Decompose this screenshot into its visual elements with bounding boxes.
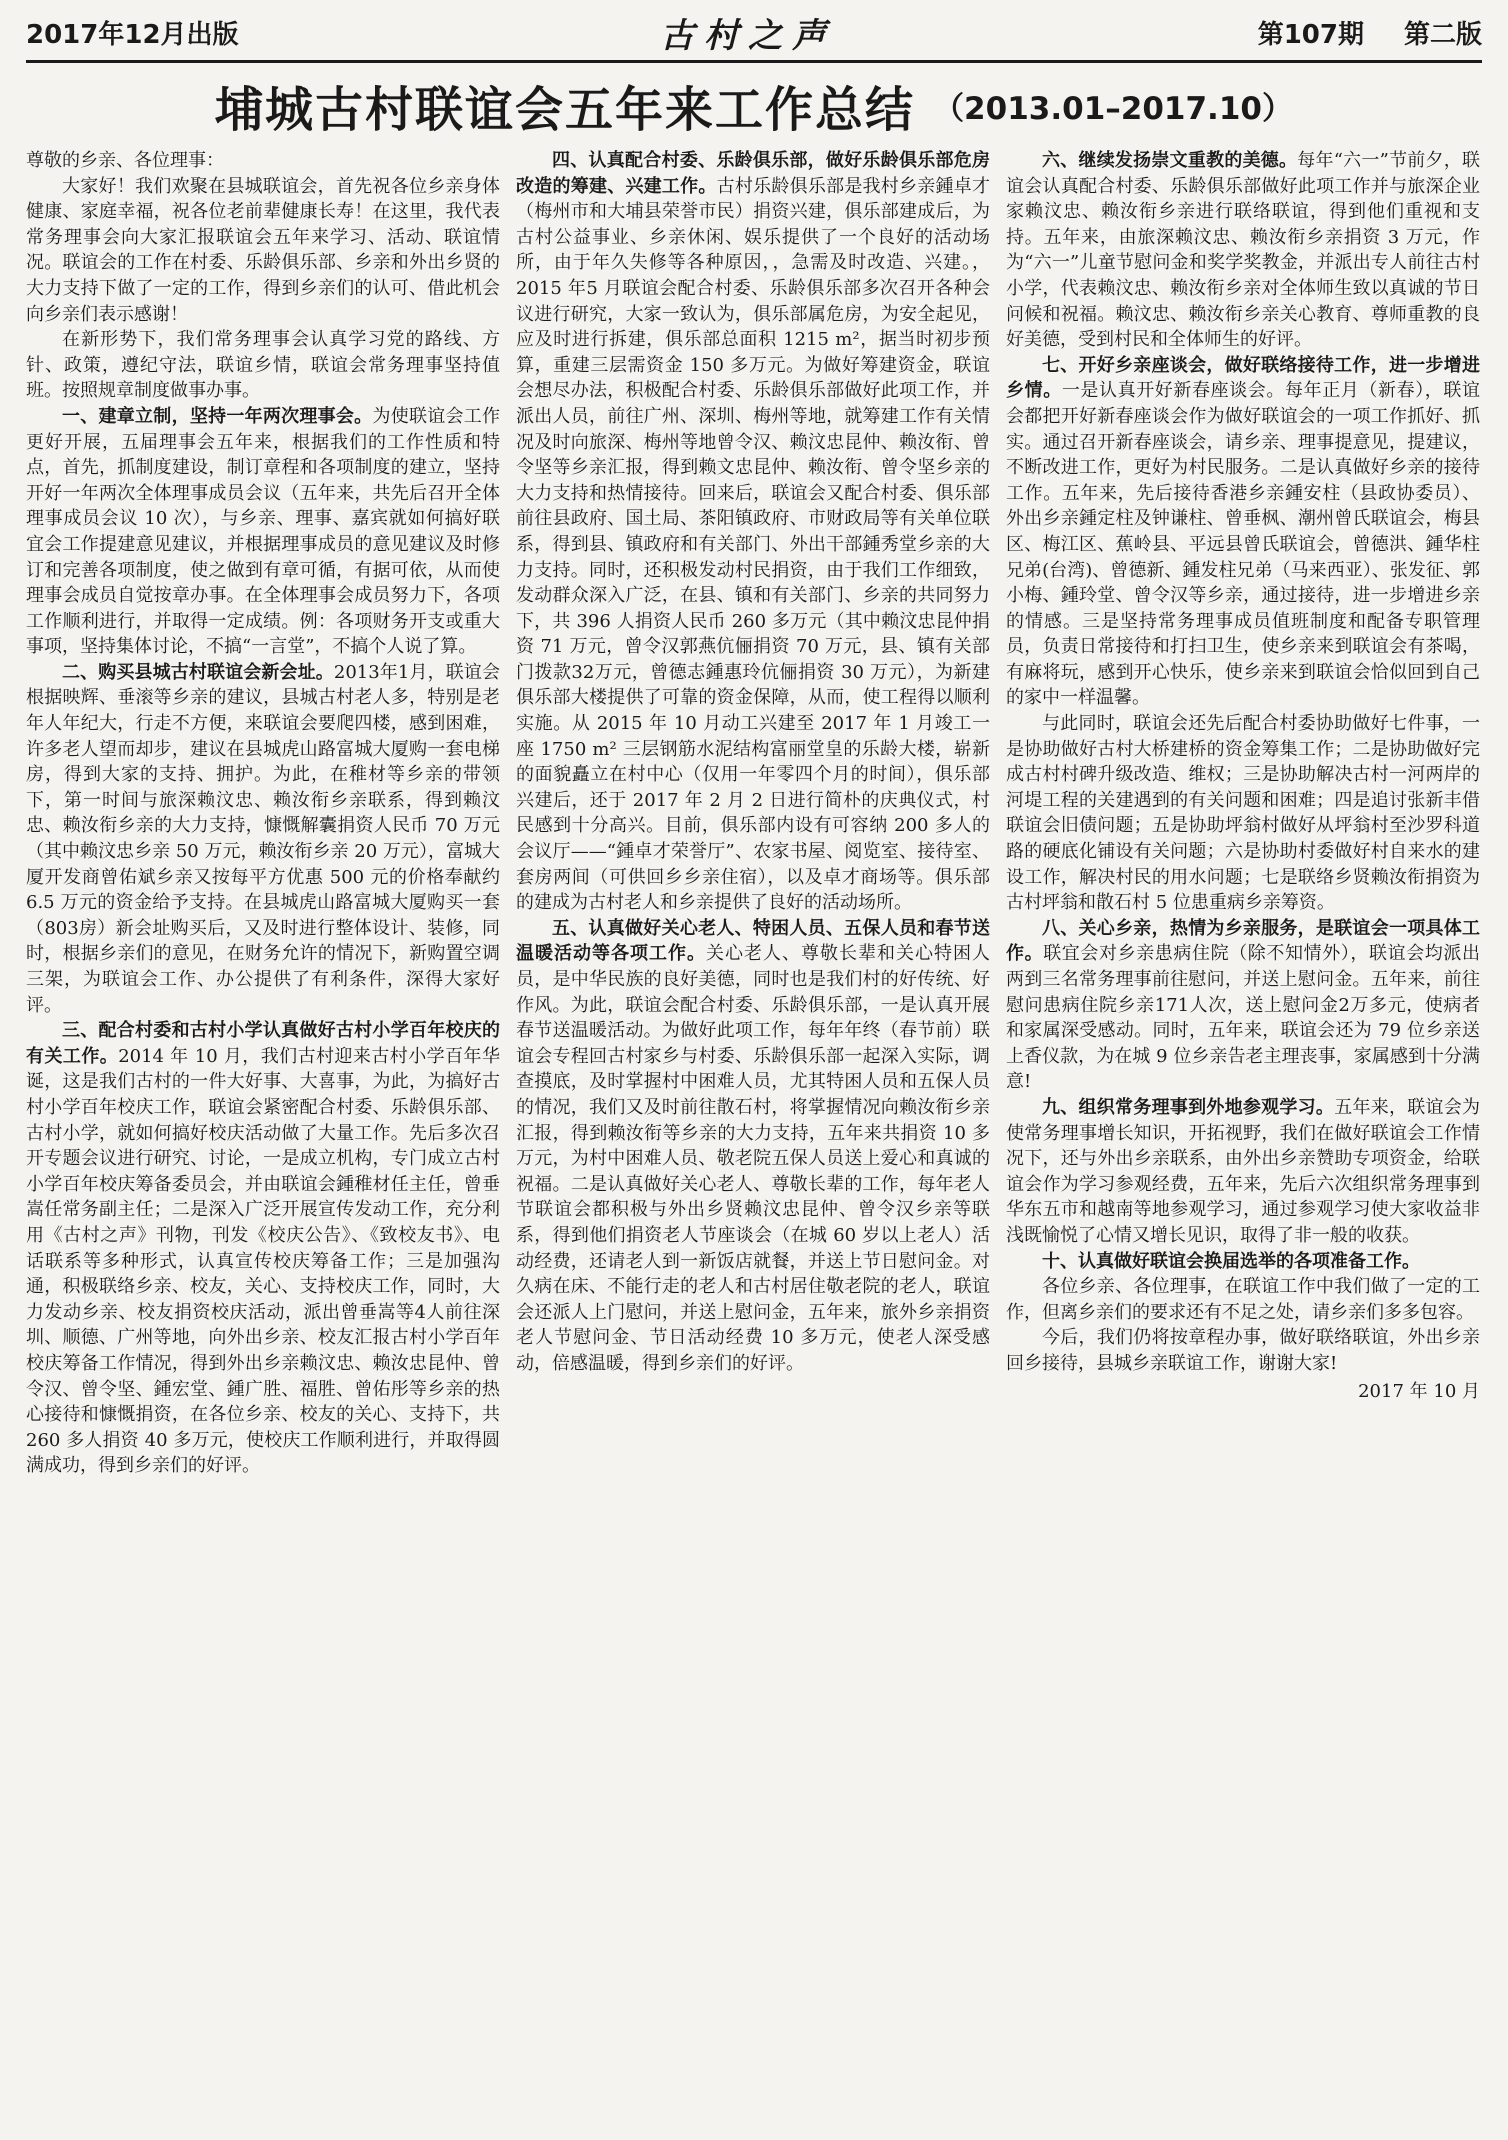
section-text: 关心老人、尊敬长辈和关心特困人员，是中华民族的良好美德，同时也是我们村的好传统、好作风。为此，联谊会配合村委、乐龄俱乐部，一是认真开展春节送温暖活动。为做好此项工作，每年年终（春节前）联谊会专程回古村家乡与村委、乐龄俱乐部一起深入实际，调查摸底，及时掌握村中困难人员，尤其特困人员和五保人员的情况，我们又及时前往散石村，将掌握情况向赖汝衔乡亲汇报，得到赖汝衔等乡亲的大力支持，五年来共捐资 10 多万元，为村中困难人员、敬老院五保人员送上爱心和真诚的祝福。二是认真做好关心老人、尊敬长辈的工作，每年老人节联谊会都积极与外出乡贤赖汶忠昆仲、曾令汉乡亲等联系，得到他们捐资老人节座谈会（在城 60 岁以上老人）活动经费，还请老人到一新饭店就餐，并送上节日慰问金。对久病在床、不能行走的老人和古村居住敬老院的老人，联谊会还派人上门慰问，并送上慰问金，五年来，旅外乡亲捐资老人节慰问金、节日活动经费 10 多万元，使老人深受感动，倍感温暖，得到乡亲们的好评。 [516,943,990,1374]
paper-name: 古村之声 [660,15,837,56]
article-body [26,148,1482,2133]
column-3 [1006,148,1480,2133]
section-text: 2013年1月，联谊会根据映辉、垂滚等乡亲的建议，县城古村老人多，特别是老年人年纪大，行走不方便，来联谊会要爬四楼，感到困难，许多老人望而却步，建议在县城虎山路富城大厦购一套电梯房，得到大家的支持、拥护。为此，在稚材等乡亲的带领下，第一时间与旅深赖汶忠、赖汝衔乡亲联系，得到赖汶忠、赖汝衔乡亲的大力支持，慷慨解囊捐资人民币 70 万元（其中赖汶忠乡亲 50 万元，赖汝衔乡亲 20 万元），富城大厦开发商曾佑斌乡亲又按每平方优惠 500 元的价格奉献约 6.5 万元的资金给予支持。在县城虎山路富城大厦购买一套（803房）新会址购买后，又及时进行整体设计、装修，同时，根据乡亲们的意见，在财务允许的情况下，新购置空调三架，为联谊会工作、办公提供了有利条件，深得大家好评。 [26,661,500,1016]
section-1 [26,404,500,660]
section-9 [1006,1095,1480,1249]
section-heading: 三、配合村委和古村小学认真做好古村小学百年校庆的有关工作。 [26,1020,500,1067]
section-heading: 七、开好乡亲座谈会，做好联络接待工作，进一步增进乡情。 [1006,354,1480,402]
masthead [26,4,1482,63]
section-text: 古村乐龄俱乐部是我村乡亲鍾卓才（梅州市和大埔县荣誉市民）捐资兴建，俱乐部建成后，为古村公益事业、乡亲休闲、娱乐提供了一个良好的活动场所，由于年久失修等各种原因，，急需及时改造、兴建。，2015 年5 月联谊会配合村委、乐龄俱乐部多次召开各种会议进行研究，大家一致认为，俱乐部属危房，为安全起见，应及时进行拆建，俱乐部总面积 1215 m²，据当时初步预算，重建三层需资金 150 多万元。为做好筹建资金，联谊会想尽办法，积极配合村委、乐龄俱乐部做好此项工作，并派出人员，前往广州、深圳、梅州等地，就筹建工作有关情况及时向旅深、梅州等地曾令汉、赖汶忠昆仲、赖汝衔、曾令坚等乡亲汇报，得到赖文忠昆仲、赖汝衔、曾令坚乡亲的大力支持和热情接待。回来后，联谊会又配合村委、俱乐部前往县政府、国土局、茶阳镇政府、市财政局等有关单位联系，得到县、镇政府和有关部门、外出干部鍾秀堂乡亲的大力支持。同时，还积极发动村民捐资，由于我们工作细致，发动群众深入广泛，在县、镇和有关部门、乡亲的共同努力下，共 396 人捐资人民币 260 多万元（其中赖汶忠昆仲捐资 71 万元，曾令汉郭燕伉俪捐资 70 万元，县、镇有关部门拨款32万元，曾德志鍾惠玲伉俪捐资 30 万元），为新建俱乐部大楼提供了可靠的资金保障，从而，使工程得以顺利实施。从 2015 年 10 月动工兴建至 2017 年 1 月竣工一座 1750 m² 三层钢筋水泥结构富丽堂皇的乐龄大楼，崭新的面貌矗立在村中心（仅用一年零四个月的时间），俱乐部兴建后，还于 2017 年 2 月 2 日进行简朴的庆典仪式，村民感到十分高兴。目前，俱乐部内设有可容纳 200 多人的会议厅——“鍾卓才荣誉厅”、农家书屋、阅览室、接待室、套房两间（可供回乡乡亲住宿），以及卓才商场等。俱乐部的建成为古村老人和乡亲提供了良好的活动场所。 [516,175,990,914]
paragraph: 今后，我们仍将按章程办事，做好联络联谊，外出乡亲回乡接待，县城乡亲联谊工作，谢谢大家! [1006,1327,1480,1374]
section-heading: 六、继续发扬崇文重教的美德。 [1042,150,1298,171]
headline-period: （2013.01–2017.10） [933,90,1293,127]
paragraph: 各位乡亲、各位理事，在联谊工作中我们做了一定的工作，但离乡亲们的要求还有不足之处，请乡亲们多多包容。 [1006,1276,1480,1323]
section-text: 一是认真开好新春座谈会。每年正月（新春），联谊会都把开好新春座谈会作为做好联谊会的一项工作抓好、抓实。通过召开新春座谈会，请乡亲、理事提意见，提建议，不断改进工作，更好为村民服务。二是认真做好乡亲的接待工作。五年来，先后接待香港乡亲鍾安柱（县政协委员）、外出乡亲鍾定柱及钟谦柱、曾垂枫、潮州曾氏联谊会，梅县区、梅江区、蕉岭县、平远县曾氏联谊会，曾德洪、鍾华柱兄弟(台湾)、曾德新、鍾发柱兄弟（马来西亚）、张发征、郭小梅、鍾玲堂、曾令汉等乡亲，通过接待，进一步增进乡亲的情感。三是坚持常务理事成员值班制度和配备专职管理员，负责日常接待和打扫卫生，使乡亲来到联谊会有茶喝，有麻将玩，感到开心快乐，使乡亲来到联谊会恰似回到自己的家中一样温馨。 [1006,380,1480,709]
section-7 [1006,353,1480,711]
greeting: 尊敬的乡亲、各位理事： [26,150,224,171]
section-text: 每年“六一”节前夕，联谊会认真配合村委、乐龄俱乐部做好此项工作并与旅深企业家赖汶忠、赖汝衔乡亲进行联络联谊，得到他们重视和支持。五年来，由旅深赖汶忠、赖汝衔乡亲捐资 3 万元，作为“六一”儿童节慰问金和奖学奖教金，并派出专人前往古村小学，代表赖汶忠、赖汝衔乡亲对全体师生致以真诚的节日问候和祝福。赖汶忠、赖汝衔乡亲关心教育、尊师重教的良好美德，受到村民和全体师生的好评。 [1006,150,1480,351]
column-1 [26,148,500,2133]
issue-date: 2017年12月出版 [26,19,239,50]
section-5 [516,916,990,1377]
paragraph: 大家好！我们欢聚在县城联谊会，首先祝各位乡亲身体健康、家庭幸福，祝各位老前辈健康长寿！在这里，我代表常务理事会向大家汇报联谊会五年来学习、活动、联谊情况。联谊会的工作在村委、乐龄俱乐部、乡亲和外出乡贤的大力支持下做了一定的工作，得到乡亲们的认可、借此机会向乡亲们表示感谢！ [26,175,500,325]
section-text: 2014 年 10 月，我们古村迎来古村小学百年华诞，这是我们古村的一件大好事、大喜事，为此，为搞好古村小学百年校庆工作，联谊会紧密配合村委、乐龄俱乐部、古村小学，就如何搞好校庆活动做了大量工作。先后多次召开专题会议进行研究、讨论，一是成立机构，专门成立古村小学百年校庆筹备委员会，并由联谊会鍾稚材任主任，曾垂嵩任常务副主任；二是深入广泛开展宣传发动工作，充分利用《古村之声》刊物，刊发《校庆公告》、《致校友书》、电话联系等多种形式，认真宣传校庆筹备工作；三是加强沟通，积极联络乡亲、校友，关心、支持校庆工作，同时，大力发动乡亲、校友捐资校庆活动，派出曾垂嵩等4人前往深圳、顺德、广州等地，向外出乡亲、校友汇报古村小学百年校庆筹备工作情况，得到外出乡亲赖汶忠、赖汝忠昆仲、曾令汉、曾令坚、鍾宏堂、鍾广胜、福胜、曾佑彤等乡亲的热心接待和慷慨捐资，在各位乡亲、校友的关心、支持下，共 260 多人捐资 40 多万元，使校庆工作顺利进行，并取得圆满成功，得到乡亲们的好评。 [26,1045,500,1477]
headline: 埔城古村联谊会五年来工作总结 [215,81,916,138]
article-date: 2017 年 10 月 [1358,1380,1480,1402]
section-text: 为使联谊会工作更好开展，五届理事会五年来，根据我们的工作性质和特点，首先，抓制度建设，制订章程和各项制度的建立，坚持开好一年两次全体理事成员会议（五年来，共先后召开全体理事成员会议 10 次），与乡亲、理事、嘉宾就如何搞好联宜会工作提建意见建议，并根据理事成员的意见建议及时修订和完善各项制度，使之做到有章可循，有据可依，从而使理事会成员自觉按章办事。在全体理事会成员努力下，各项工作顺利进行，并取得一定成绩。例：各项财务开支或重大事项，坚持集体讨论，不搞“一言堂”，不搞个人说了算。 [26,405,500,658]
section-heading: 八、关心乡亲，热情为乡亲服务，是联谊会一项具体工作。 [1006,917,1480,965]
section-6 [1006,148,1480,353]
section-heading: 十、认真做好联谊会换届选举的各项准备工作。 [1042,1250,1420,1272]
section-3 [26,1018,500,1479]
section-heading: 一、建章立制，坚持一年两次理事会。 [62,405,373,427]
column-2 [516,148,990,2133]
section-4 [516,148,990,916]
section-2 [26,660,500,1018]
section-heading: 九、组织常务理事到外地参观学习。 [1042,1096,1335,1118]
paragraph: 与此同时，联谊会还先后配合村委协助做好七件事，一是协助做好古村大桥建桥的资金筹集工作；二是协助做好完成古村村碑升级改造、维权；三是协助解决古村一河两岸的河堤工程的关建遇到的有关问题和困难；四是追讨张新丰借联谊会旧债问题；五是协助坪翁村做好从坪翁村至沙罗科道路的硬底化铺设有关问题；六是协助村委做好村自来水的建设工作，解决村民的用水问题；七是联络乡贤赖汝衔捐资为古村坪翁和散石村 5 位患重病乡亲筹资。 [1006,713,1480,914]
section-8 [1006,916,1480,1095]
article-title [26,70,1482,140]
paragraph: 在新形势下，我们常务理事会认真学习党的路线、方针、政策，遵纪守法，联谊乡情，联谊会常务理事坚持值班。按照规章制度做事办事。 [26,329,500,402]
section-heading: 五、认真做好关心老人、特困人员、五保人员和春节送温暖活动等各项工作。 [516,917,990,965]
section-heading: 二、购买县城古村联谊会新会址。 [62,661,334,683]
issue-info [1258,14,1482,51]
section-text: 联宜会对乡亲患病住院（除不知情外），联谊会均派出两到三名常务理事前往慰问，并送上慰问金。五年来，前往慰问患病住院乡亲171人次，送上慰问金2万多元，使病者和家属深受感动。同时，五年来，联谊会还为 79 位乡亲送上香仪款，为在城 9 位乡亲告老主理丧事，家属感到十分满意! [1006,943,1480,1093]
section-heading: 四、认真配合村委、乐龄俱乐部，做好乐龄俱乐部危房改造的筹建、兴建工作。 [516,150,990,197]
edition-label: 第二版 [1403,19,1482,50]
issue-number: 第107期 [1257,19,1364,50]
section-text: 五年来，联谊会为使常务理事增长知识，开拓视野，我们在做好联谊会工作情况下，还与外出乡亲联系，由外出乡亲赞助专项资金，给联谊会作为学习参观经费，五年来，先后六次组织常务理事到华东五市和越南等地参观学习，通过参观学习使大家收益非浅既愉悦了心情又增长见识，取得了非一般的收获。 [1006,1096,1480,1246]
section-10 [1006,1249,1480,1275]
